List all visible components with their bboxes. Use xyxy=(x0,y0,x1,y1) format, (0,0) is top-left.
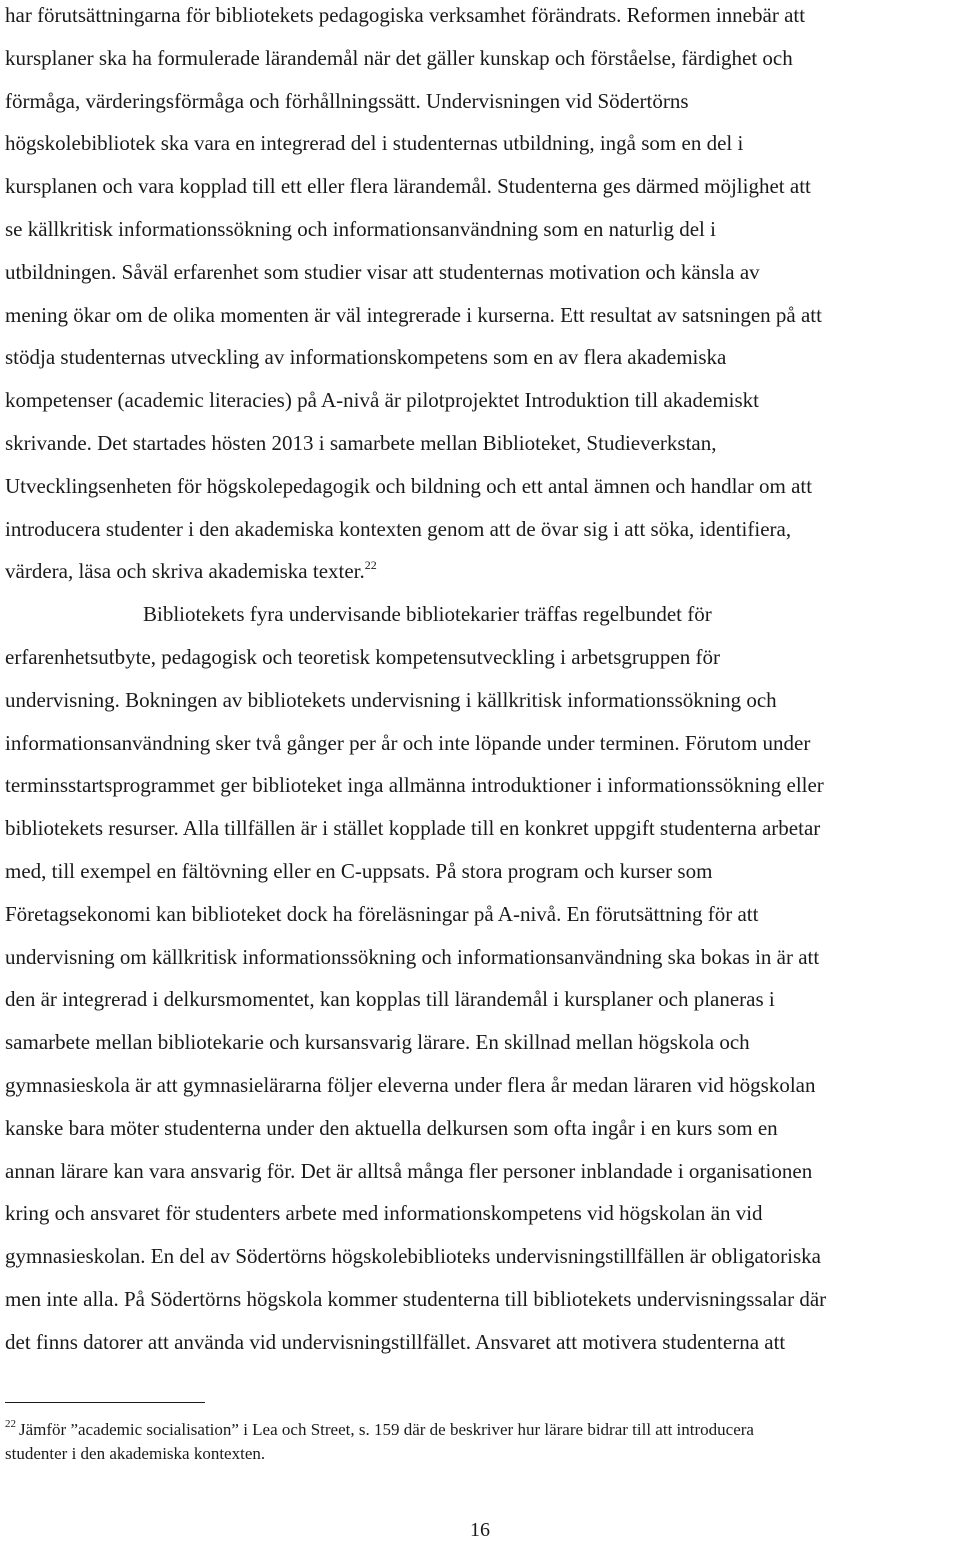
text-line: förmåga, värderingsförmåga och förhållningssätt. Undervisningen vid Södertörns xyxy=(5,88,689,113)
text-line: det finns datorer att använda vid undervisningstillfället. Ansvaret att motivera studenterna att xyxy=(5,1329,786,1354)
paragraph-first-line: Bibliotekets fyra undervisande bibliotekarier träffas regelbundet för xyxy=(143,602,712,627)
text-line: se källkritisk informationssökning och informationsanvändning som en naturlig del i xyxy=(5,216,716,241)
text-line: samarbete mellan bibliotekarie och kursansvarig lärare. En skillnad mellan högskola och xyxy=(5,1030,750,1055)
text-line: gymnasieskolan. En del av Södertörns högskolebiblioteks undervisningstillfällen är obligatoriska xyxy=(5,1244,821,1269)
text-line: Utvecklingsenheten för högskolepedagogik och bildning och ett antal ämnen och handlar om att xyxy=(5,473,813,498)
body-text xyxy=(5,0,960,1364)
text-line: undervisning. Bokningen av bibliotekets undervisning i källkritisk informationssökning och xyxy=(5,687,777,712)
text-line: terminsstartsprogrammet ger biblioteket inga allmänna introduktioner i informationssökning eller xyxy=(5,773,824,798)
text-line: bibliotekets resurser. Alla tillfällen är i stället kopplade till en konkret uppgift studenterna arbetar xyxy=(5,816,821,841)
text-line: skrivande. Det startades hösten 2013 i samarbete mellan Biblioteket, Studieverkstan, xyxy=(5,430,717,455)
text-line: har förutsättningarna för bibliotekets pedagogiska verksamhet förändrats. Reformen innebär att xyxy=(5,3,806,27)
text-line: stödja studenternas utveckling av informationskompetens som en av flera akademiska xyxy=(5,345,727,370)
footnote-line: studenter i den akademiska kontexten. xyxy=(5,1444,266,1463)
text-line: men inte alla. På Södertörns högskola kommer studenterna till bibliotekets undervisningssalar där xyxy=(5,1286,827,1311)
text-line: mening ökar om de olika momenten är väl integrerade i kurserna. Ett resultat av satsningen på att xyxy=(5,302,822,327)
text-line: informationsanvändning sker två gånger per år och inte löpande under terminen. Förutom under xyxy=(5,730,811,755)
text-line: gymnasieskola är att gymnasielärarna följer eleverna under flera år medan läraren vid högskolan xyxy=(5,1072,816,1097)
footnote-number: 22 xyxy=(5,1418,16,1430)
text-line-with-footnote xyxy=(5,550,960,593)
text-line: kursplaner ska ha formulerade lärandemål när det gäller kunskap och förståelse, färdighet och xyxy=(5,45,793,70)
footnote-text: Jämför ”academic socialisation” i Lea och Street, s. 159 där de beskriver hur lärare bidrar till att introducera xyxy=(19,1420,754,1439)
footnote xyxy=(5,1418,955,1466)
page-number: 16 xyxy=(470,1519,490,1541)
text-line: kursplanen och vara kopplad till ett eller flera lärandemål. Studenterna ges därmed möjlighet att xyxy=(5,174,811,199)
text-line: kompetenser (academic literacies) på A-nivå är pilotprojektet Introduktion till akademiskt xyxy=(5,388,759,413)
text-line: annan lärare kan vara ansvarig för. Det är alltså många fler personer inblandade i organisationen xyxy=(5,1158,813,1183)
text-line: Företagsekonomi kan biblioteket dock ha föreläsningar på A-nivå. En förutsättning för att xyxy=(5,901,759,926)
text-line: med, till exempel en fältövning eller en C-uppsats. På stora program och kurser som xyxy=(5,858,713,883)
text-line: undervisning om källkritisk informationssökning och informationsanvändning ska bokas in är att xyxy=(5,944,820,969)
text-line: kring och ansvaret för studenters arbete med informationskompetens vid högskolan än vid xyxy=(5,1201,763,1226)
footnote-line xyxy=(5,1418,955,1442)
text-line: den är integrerad i delkursmomentet, kan kopplas till lärandemål i kursplaner och planeras i xyxy=(5,987,775,1012)
footnote-divider xyxy=(5,1402,205,1403)
footnote-reference[interactable]: 22 xyxy=(364,558,377,573)
text-line: utbildningen. Såväl erfarenhet som studier visar att studenternas motivation och känsla av xyxy=(5,259,760,284)
text-line: erfarenhetsutbyte, pedagogisk och teoretisk kompetensutveckling i arbetsgruppen för xyxy=(5,644,720,669)
text-line: introducera studenter i den akademiska kontexten genom att de övar sig i att söka, identifiera, xyxy=(5,516,792,541)
text-line: kanske bara möter studenterna under den aktuella delkursen som ofta ingår i en kurs som en xyxy=(5,1115,778,1140)
text-line: högskolebibliotek ska vara en integrerad del i studenternas utbildning, ingå som en del i xyxy=(5,131,744,156)
text-line: värdera, läsa och skriva akademiska texter. xyxy=(5,559,365,584)
